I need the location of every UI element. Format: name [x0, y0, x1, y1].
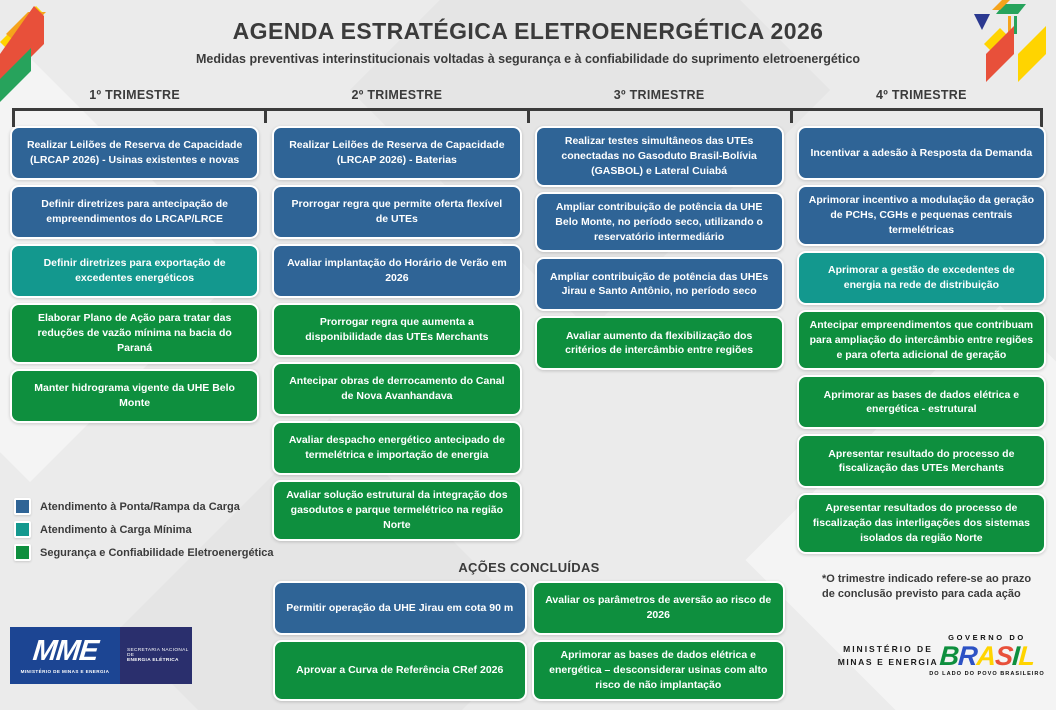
timeline-label-4: 4º TRIMESTRE [875, 88, 967, 102]
timeline-tick [264, 108, 267, 123]
action-text: Avaliar solução estrutural da integração dos gasodutos e parque termelétrico na região Norte [286, 489, 508, 531]
action-box [535, 126, 784, 187]
action-text: Avaliar aumento da flexibilização dos critérios de intercâmbio entre regiões [565, 329, 754, 357]
timeline-label-3: 3º TRIMESTRE [613, 88, 705, 102]
action-text: Apresentar resultado do processo de fiscalização das UTEs Merchants [828, 447, 1015, 475]
brasil-letter: I [1011, 641, 1020, 671]
completed-action-box [532, 581, 786, 635]
action-text: Ampliar contribuição de potência das UHEs Jirau e Santo Antônio, no período seco [550, 270, 769, 298]
action-text: Definir diretrizes para exportação de excedentes energéticos [43, 257, 226, 284]
footnote [822, 572, 1031, 603]
action-box [10, 185, 259, 239]
brasil-letter: S [994, 641, 1014, 671]
completed-action-text: Avaliar os parâmetros de aversão ao risco de 2026 [545, 594, 772, 621]
brasil-letter: R [957, 641, 978, 671]
brasil-letter: L [1017, 641, 1036, 671]
timeline-tick [12, 108, 15, 127]
action-box [10, 369, 259, 423]
legend-swatch [14, 521, 31, 538]
timeline-tick [790, 108, 793, 123]
legend-label: Atendimento à Carga Mínima [40, 523, 192, 536]
legend-item [14, 544, 274, 561]
action-text: Realizar Leilões de Reserva de Capacidade (LRCAP 2026) - Baterias [289, 139, 505, 166]
ministry-wordmark-line1: MINISTÉRIO DE [843, 644, 933, 654]
completed-actions-grid [273, 581, 785, 701]
column-quarter-2 [272, 126, 521, 541]
action-box [272, 185, 521, 239]
legend-item [14, 521, 274, 538]
completed-action-box [532, 640, 786, 701]
action-text: Avaliar implantação do Horário de Verão em 2026 [287, 257, 507, 284]
timeline-label-1: 1º TRIMESTRE [89, 88, 181, 102]
completed-action-text: Permitir operação da UHE Jirau em cota 90 m [286, 601, 514, 614]
action-box [272, 244, 521, 298]
action-text: Elaborar Plano de Ação para tratar das reduções de vazão mínima na bacia do Paraná [37, 312, 232, 354]
page-subtitle: Medidas preventivas interinstitucionais voltadas à segurança e à confiabilidade do suprimento eletroenergético [195, 52, 861, 66]
action-box [797, 434, 1046, 488]
brasil-slogan: DO LADO DO POVO BRASILEIRO [929, 671, 1045, 678]
action-box [797, 493, 1046, 554]
completed-action-text: Aprimorar as bases de dados elétrica e energética – desconsiderar usinas com alto risco de não implantação [549, 649, 768, 691]
action-text: Prorrogar regra que permite oferta flexível de UTEs [291, 198, 503, 225]
mme-logo-main [10, 627, 120, 684]
action-box [797, 375, 1046, 429]
action-text: Antecipar obras de derrocamento do Canal de Nova Avanhandava [289, 375, 505, 402]
footnote-line2: de conclusão previsto para cada ação [822, 588, 1021, 601]
mme-secretariat-line1: SECRETARIA NACIONAL DE [127, 648, 189, 658]
brasil-letter: B [938, 641, 960, 671]
action-box [797, 126, 1046, 180]
action-box [272, 421, 521, 475]
corner-decoration-left-icon [0, 0, 118, 102]
action-text: Realizar Leilões de Reserva de Capacidade (LRCAP 2026) - Usinas existentes e novas [26, 139, 243, 166]
action-box [535, 257, 784, 311]
action-text: Definir diretrizes para antecipação de empreendimentos do LRCAP/LRCE [41, 198, 228, 225]
page-title: AGENDA ESTRATÉGICA ELETROENERGÉTICA 2026 [232, 18, 824, 44]
completed-actions-title: AÇÕES CONCLUÍDAS [458, 560, 600, 575]
action-text: Manter hidrograma vigente da UHE Belo Monte [34, 381, 235, 409]
timeline-label-2: 2º TRIMESTRE [351, 88, 443, 102]
governo-brasil-logo [928, 633, 1046, 677]
timeline-tick [527, 108, 530, 123]
ministry-wordmark-line2: MINAS E ENERGIA [837, 657, 939, 667]
brasil-wordmark [927, 642, 1047, 670]
action-text: Aprimorar incentivo a modulação da geração de PCHs, CGHs e pequenas centrais termelétricas [808, 194, 1034, 236]
column-quarter-3 [535, 126, 784, 370]
action-box [272, 480, 521, 541]
mme-secretariat-line2: ENERGIA ELÉTRICA [127, 658, 179, 663]
timeline-tick [1040, 108, 1043, 127]
legend-swatch [14, 544, 31, 561]
legend-label: Atendimento à Ponta/Rampa da Carga [40, 500, 240, 513]
timeline-labels [10, 88, 1046, 102]
legend-swatch [14, 498, 31, 515]
action-box [535, 192, 784, 253]
action-box [272, 303, 521, 357]
action-box [272, 362, 521, 416]
footnote-line1: *O trimestre indicado refere-se ao prazo [822, 573, 1032, 585]
brasil-letter: A [975, 641, 997, 671]
action-text: Aprimorar as bases de dados elétrica e energética - estrutural [823, 388, 1020, 416]
governo-do-label: GOVERNO DO [948, 633, 1026, 642]
mme-logo [10, 627, 192, 684]
column-quarter-1 [10, 126, 259, 423]
action-box [797, 251, 1046, 305]
action-box [10, 126, 259, 180]
action-text: Aprimorar a gestão de excedentes de energia na rede de distribuição [828, 263, 1015, 291]
mme-secretariat-block [120, 627, 192, 684]
action-box [535, 316, 784, 370]
completed-action-box [273, 640, 527, 701]
action-text: Incentivar a adesão à Resposta da Demanda [810, 146, 1033, 159]
action-box [272, 126, 521, 180]
legend-label: Segurança e Confiabilidade Eletroenergética [40, 546, 274, 559]
column-quarter-4 [797, 126, 1046, 554]
action-box [10, 244, 259, 298]
completed-action-box [273, 581, 527, 635]
legend [14, 498, 274, 561]
action-box [797, 185, 1046, 246]
action-text: Apresentar resultados do processo de fiscalização das interligações dos sistemas isolados da região Norte [812, 502, 1030, 545]
action-text: Ampliar contribuição de potência da UHE Belo Monte, no período seco, utilizando o reservatório intermediário [555, 200, 763, 243]
action-text: Prorrogar regra que aumenta a disponibilidade das UTEs Merchants [305, 316, 489, 343]
completed-action-text: Aprovar a Curva de Referência CRef 2026 [296, 663, 504, 676]
action-text: Antecipar empreendimentos que contribuam para ampliação do intercâmbio entre regiões e para oferta adicional de geração [809, 318, 1034, 361]
mme-acronym: MME [31, 634, 100, 667]
legend-item [14, 498, 274, 515]
action-text: Avaliar despacho energético antecipado de termelétrica e importação de energia [288, 434, 505, 461]
action-text: Realizar testes simultâneos das UTEs conectadas no Gasoduto Brasil-Bolívia (GASBOL) e Lateral Cuiabá [561, 135, 757, 177]
action-box [797, 310, 1046, 371]
action-box [10, 303, 259, 364]
columns [10, 126, 1046, 554]
mme-ministry-label: MINISTÉRIO DE MINAS E ENERGIA [20, 668, 110, 674]
